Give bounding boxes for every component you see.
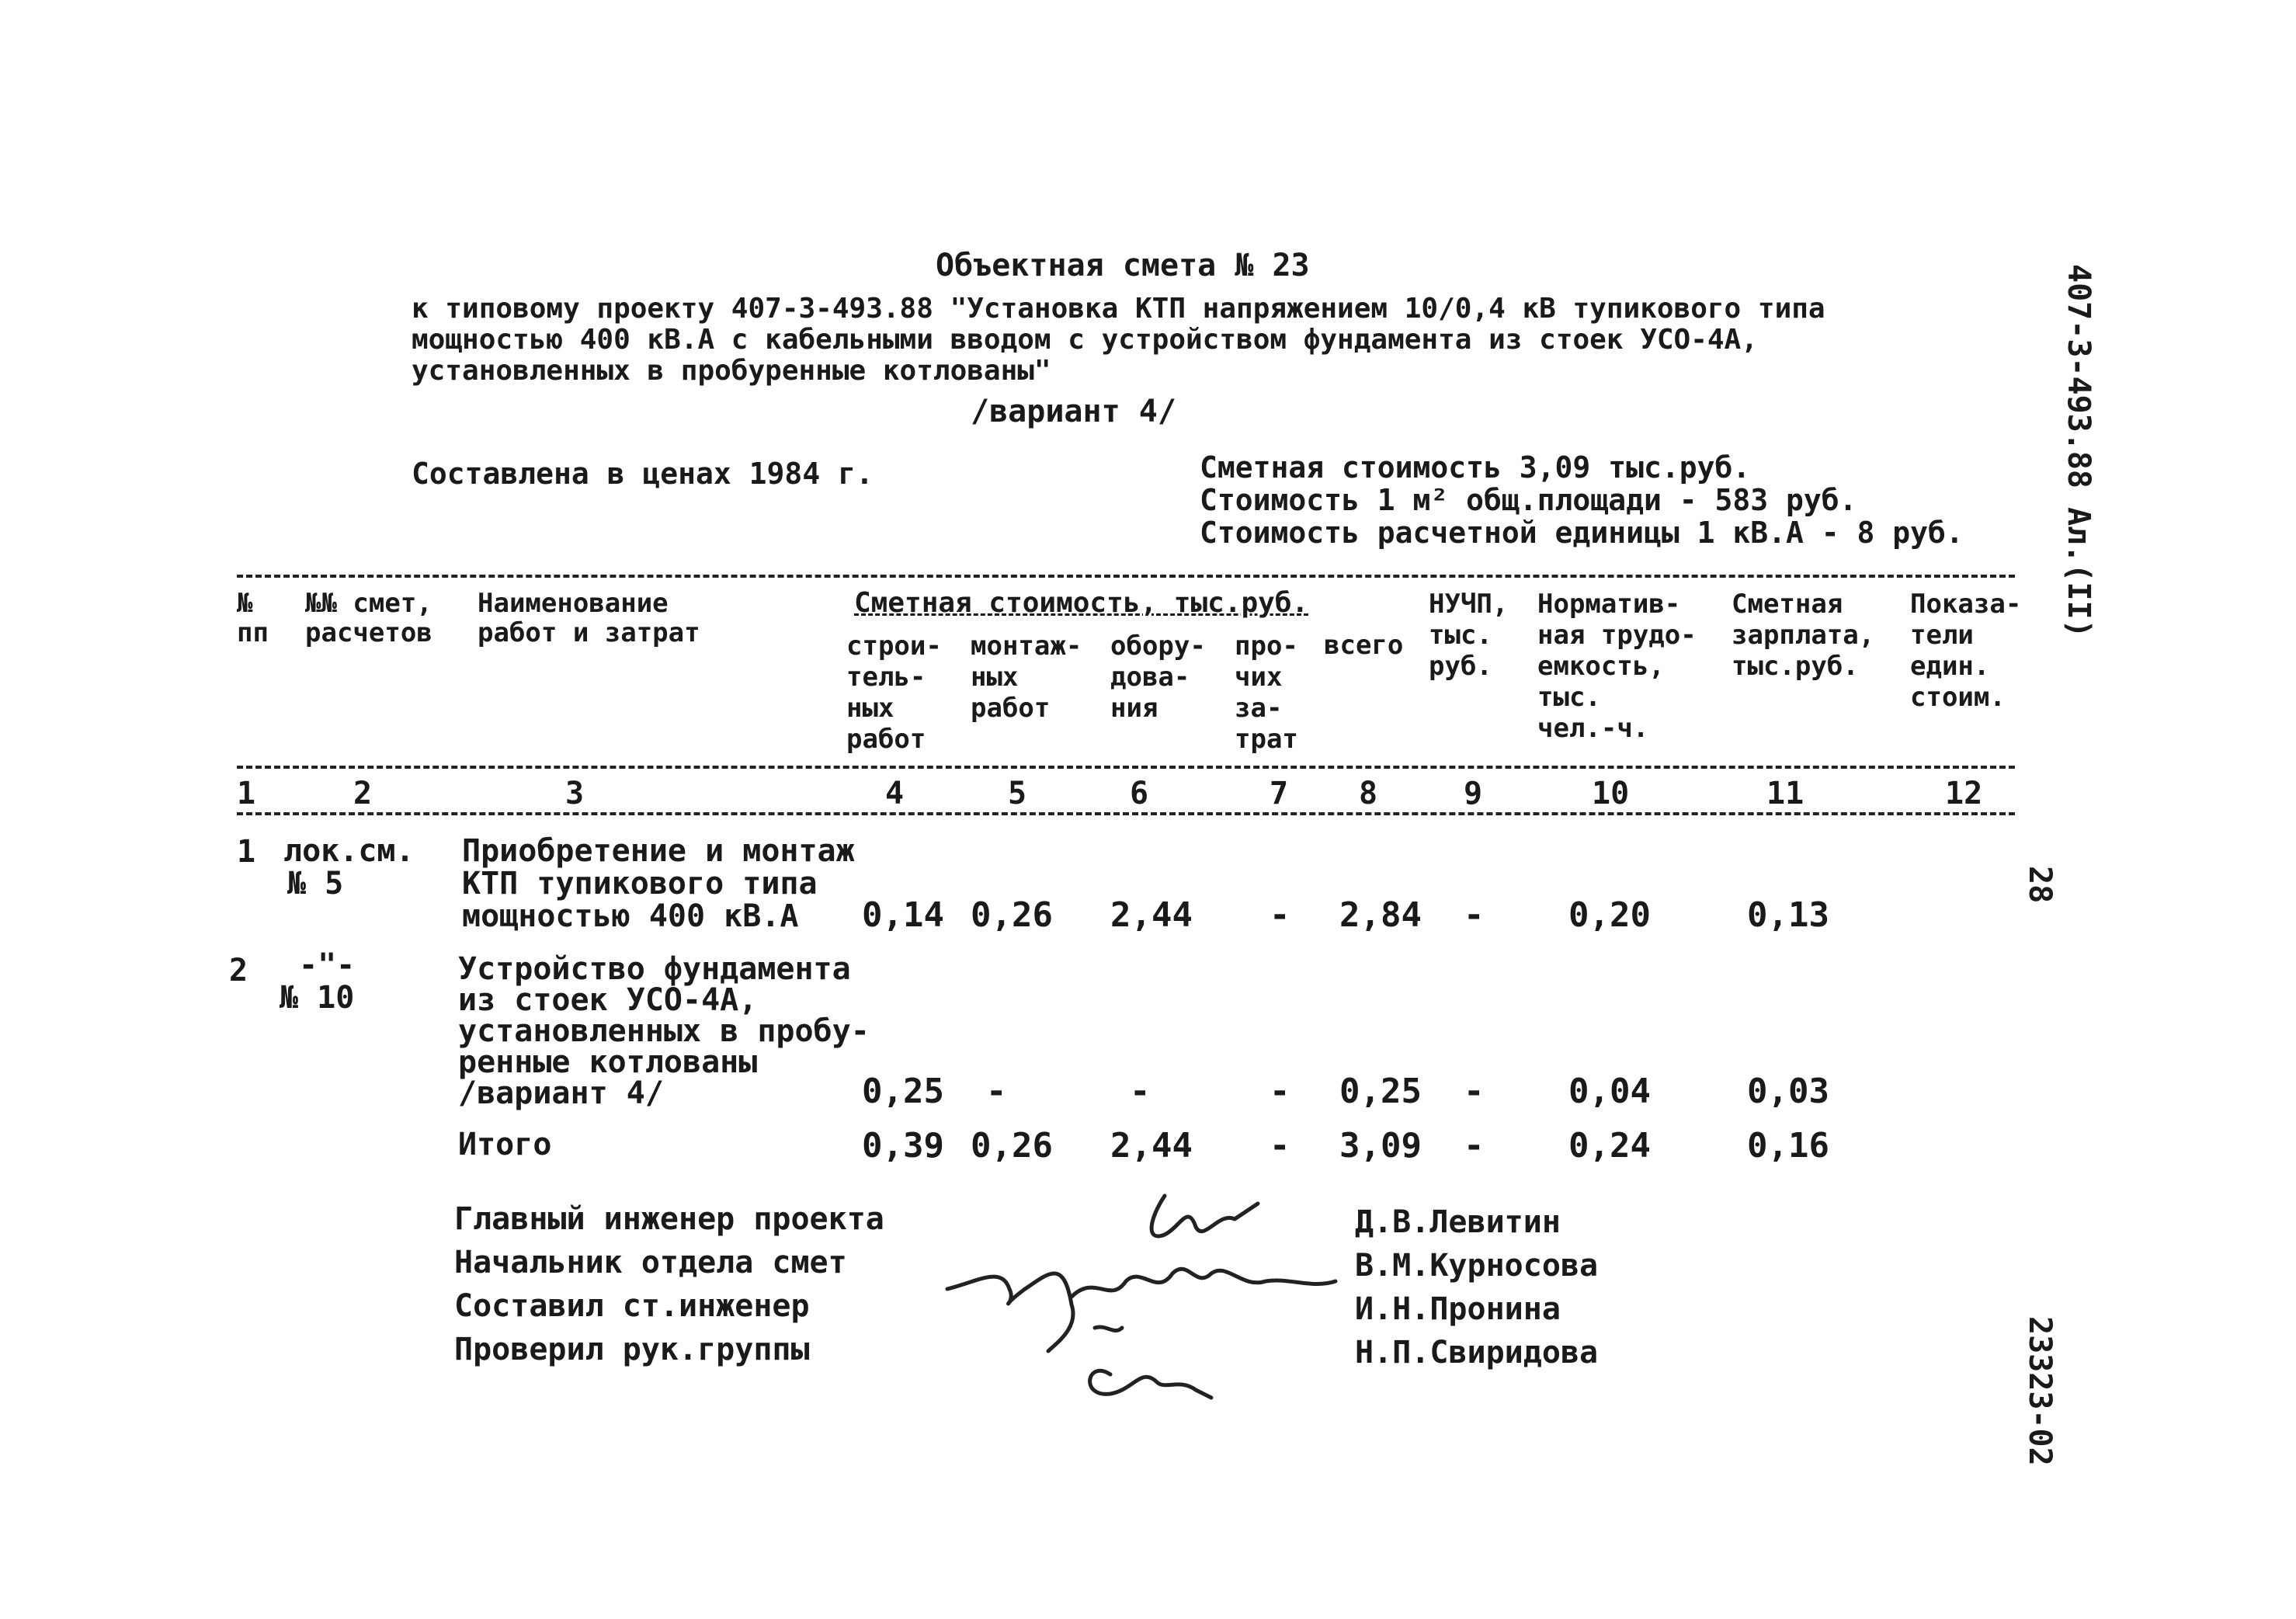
colnum-7: 7 [1270,776,1289,811]
signature-name-2: В.М.Курносова [1355,1248,1599,1284]
margin-doc-code: 407-3-493.88 Ал.(II) [2061,264,2096,638]
row1-c4: 0,14 [862,895,944,935]
colnum-10: 10 [1592,776,1630,811]
row2-c11: 0,03 [1747,1072,1829,1111]
row1-c9: - [1464,895,1485,935]
margin-archive-number: 23323-02 [2022,1316,2058,1466]
header-col-4: строи- тель- ных работ [846,631,942,755]
signature-name-3: И.Н.Пронина [1355,1291,1561,1327]
total-c6: 2,44 [1110,1126,1193,1166]
colnum-12: 12 [1945,776,1983,811]
estimated-cost: Сметная стоимость 3,09 тыс.руб. [1200,450,1751,485]
handwritten-signatures [932,1173,1351,1405]
total-c5: 0,26 [971,1126,1053,1166]
subtitle-line-1: к типовому проекту 407-3-493.88 "Установка КТП напряжением 10/0,4 кВ тупикового типа [412,293,1825,325]
row2-name: Устройство фундамента из стоек УСО-4А, установленных в пробу- ренные котлованы /вариант 4/ [458,951,870,1111]
row1-c7: - [1270,895,1290,935]
row1-name: Приобретение и монтаж КТП тупикового типа мощностью 400 кВ.А [462,833,855,934]
row1-c8: 2,84 [1339,895,1422,935]
signature-name-4: Н.П.Свиридова [1355,1335,1599,1371]
signature-role-1: Главный инженер проекта [454,1201,884,1237]
prices-note: Составлена в ценах 1984 г. [412,457,874,491]
margin-page-number: 28 [2022,866,2058,904]
header-col-1: № пп [237,588,269,648]
variant-label: /вариант 4/ [971,394,1176,429]
colnum-9: 9 [1464,776,1483,811]
header-col-8: всего [1324,630,1404,661]
signature-role-2: Начальник отдела смет [454,1245,847,1280]
header-bottom-rule [237,766,2015,769]
row2-c7: - [1270,1072,1290,1111]
row1-ref: лок.см. № 5 [283,833,415,902]
row1-c10: 0,20 [1568,895,1651,935]
header-col-5: монтаж- ных работ [971,631,1082,724]
colnum-4: 4 [885,776,905,811]
colnum-6: 6 [1130,776,1149,811]
cost-per-unit: Стоимость расчетной единицы 1 кВ.А - 8 руб. [1200,516,1964,550]
row1-c5: 0,26 [971,895,1053,935]
colnum-3: 3 [565,776,585,811]
total-c4: 0,39 [862,1126,944,1166]
signature-role-4: Проверил рук.группы [454,1332,810,1367]
row1-c6: 2,44 [1110,895,1193,935]
total-c7: - [1270,1126,1290,1166]
total-c9: - [1464,1126,1485,1166]
row2-c10: 0,04 [1568,1072,1651,1111]
row2-num: 2 [229,953,248,988]
colnum-8: 8 [1359,776,1378,811]
total-c8: 3,09 [1339,1126,1422,1166]
row2-c4: 0,25 [862,1072,944,1111]
document-title: Объектная смета № 23 [936,248,1310,283]
row2-c9: - [1464,1072,1485,1111]
row2-c8: 0,25 [1339,1072,1422,1111]
header-col-2: №№ смет, расчетов [305,588,432,648]
total-c11: 0,16 [1747,1126,1829,1166]
colnum-bottom-rule [237,812,2015,815]
signature-role-3: Составил ст.инженер [454,1288,810,1324]
signature-name-1: Д.В.Левитин [1355,1204,1561,1240]
header-col-10: Норматив- ная трудо- емкость, тыс. чел.-ч. [1537,589,1697,744]
cost-per-m2: Стоимость 1 м² общ.площади - 583 руб. [1200,483,1857,517]
colnum-1: 1 [237,776,256,811]
header-group-estimated-cost: Сметная стоимость, тыс.руб. [854,587,1309,619]
colnum-5: 5 [1008,776,1027,811]
table-top-rule [237,575,2015,578]
header-col-6: обору- дова- ния [1110,631,1206,724]
header-col-9: НУЧП, тыс. руб. [1429,589,1509,682]
total-c10: 0,24 [1568,1126,1651,1166]
row2-ref: -"- № 10 [280,947,356,1016]
subtitle-line-3: установленных в пробуренные котлованы" [412,355,1051,387]
total-label: Итого [458,1127,552,1162]
header-col-12: Показа- тели един. стоим. [1910,589,2022,713]
colnum-2: 2 [353,776,373,811]
colnum-11: 11 [1766,776,1804,811]
row2-c5: - [986,1072,1007,1111]
header-col-11: Сметная зарплата, тыс.руб. [1732,589,1875,682]
header-col-3: Наименование работ и затрат [478,588,700,648]
row1-c11: 0,13 [1747,895,1829,935]
row2-c6: - [1130,1072,1151,1111]
row1-num: 1 [237,834,256,870]
subtitle-line-2: мощностью 400 кВ.А с кабельными вводом с устройством фундамента из стоек УСО-4А, [412,324,1758,356]
header-col-7: про- чих за- трат [1235,631,1298,755]
